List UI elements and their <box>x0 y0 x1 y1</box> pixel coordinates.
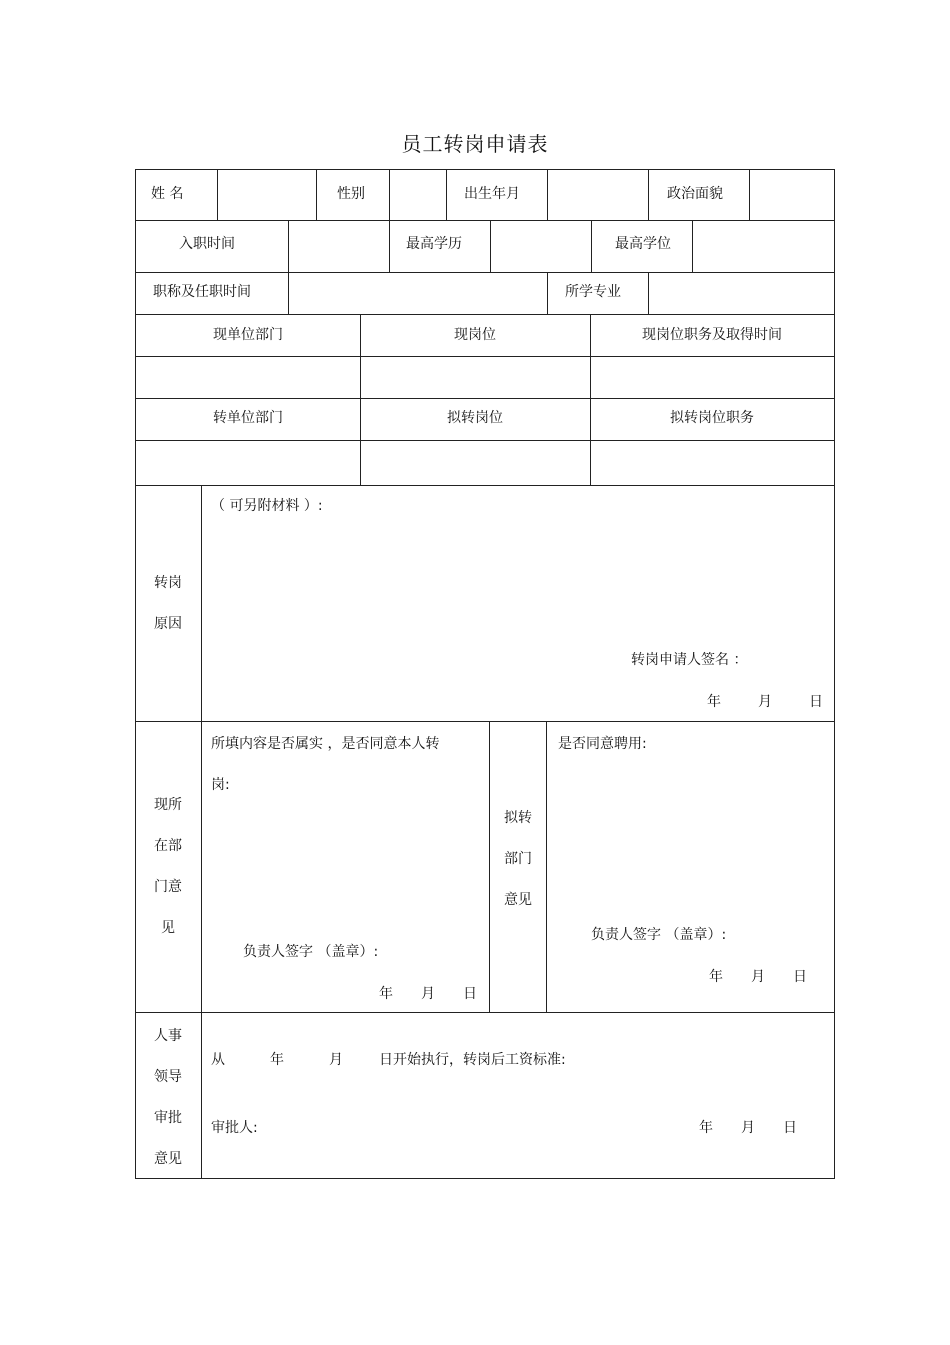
applicant-signature-label: 转岗申请人签名 ： <box>631 652 748 668</box>
approval-date-month: 月 <box>741 1120 755 1136</box>
approval-label-line: 意见 <box>154 1151 182 1167</box>
current-post-label: 现岗位 <box>454 327 496 343</box>
effective-month: 月 <box>329 1052 343 1068</box>
reason-hint: （ 可另附材料 ）: <box>211 498 323 514</box>
approver-label: 审批人: <box>211 1120 258 1136</box>
row-divider <box>136 398 834 399</box>
reason-date-day: 日 <box>809 694 823 710</box>
join-date-label: 入职时间 <box>179 236 235 252</box>
birth-date-label: 出生年月 <box>464 186 520 202</box>
approval-label-line: 人事 <box>154 1028 182 1044</box>
opinion-label-line: 拟转 <box>504 810 532 826</box>
political-status-label: 政治面貌 <box>667 186 723 202</box>
approval-label-line: 领导 <box>154 1069 182 1085</box>
target-date-year: 年 <box>709 969 723 985</box>
target-head-signature-label: 负责人签字 （盖章）: <box>591 927 727 943</box>
approval-label-line: 审批 <box>154 1110 182 1126</box>
col-divider <box>288 220 289 272</box>
col-divider <box>446 170 447 220</box>
row-divider <box>136 220 834 221</box>
current-date-year: 年 <box>379 986 393 1002</box>
verification-question: 所填内容是否属实 ，是否同意本人转 <box>211 736 440 752</box>
reason-date-month: 月 <box>758 694 772 710</box>
opinion-label-line: 门意 <box>154 879 182 895</box>
col-divider <box>490 220 491 272</box>
target-date-day: 日 <box>793 969 807 985</box>
current-dept-opinion-label <box>136 785 200 949</box>
target-dept-label: 转单位部门 <box>213 410 283 426</box>
row-divider <box>136 721 834 722</box>
row-divider <box>136 314 834 315</box>
reason-date-year: 年 <box>707 694 721 710</box>
current-post-title-label: 现岗位职务及取得时间 <box>642 327 782 343</box>
gender-label: 性别 <box>337 186 365 202</box>
current-dept-label: 现单位部门 <box>213 327 283 343</box>
target-date-month: 月 <box>751 969 765 985</box>
row-divider <box>136 1012 834 1013</box>
row-divider <box>136 440 834 441</box>
application-form-table <box>135 169 835 1179</box>
hr-approval-label <box>136 1016 200 1180</box>
target-dept-opinion-label <box>486 798 550 921</box>
name-label: 姓 名 <box>151 186 184 202</box>
form-title: 员工转岗申请表 <box>401 132 549 156</box>
opinion-label-line: 现所 <box>154 797 182 813</box>
target-post-label: 拟转岗位 <box>447 410 503 426</box>
opinion-label-line: 见 <box>161 920 175 936</box>
highest-education-label: 最高学历 <box>406 236 462 252</box>
col-divider <box>591 220 592 272</box>
col-divider <box>389 220 390 272</box>
current-head-signature-label: 负责人签字 （盖章）: <box>243 944 379 960</box>
col-divider <box>749 170 750 220</box>
current-date-day: 日 <box>463 986 477 1002</box>
row-divider <box>136 272 834 273</box>
col-divider <box>201 485 202 1178</box>
reason-label-line: 原因 <box>154 616 182 632</box>
effective-salary-text: 日开始执行，转岗后工资标准: <box>379 1052 566 1068</box>
col-divider <box>692 220 693 272</box>
opinion-label-line: 在部 <box>154 838 182 854</box>
col-divider <box>389 170 390 220</box>
hire-agreement-question: 是否同意聘用: <box>558 736 647 752</box>
col-divider <box>288 272 289 314</box>
row-divider <box>136 356 834 357</box>
target-post-title-label: 拟转岗位职务 <box>670 410 754 426</box>
effective-from-label: 从 <box>211 1052 225 1068</box>
reason-label <box>136 563 200 645</box>
approval-date-year: 年 <box>699 1120 713 1136</box>
highest-degree-label: 最高学位 <box>615 236 671 252</box>
opinion-label-line: 部门 <box>504 851 532 867</box>
reason-label-line: 转岗 <box>154 575 182 591</box>
col-divider <box>547 170 548 220</box>
verification-question-cont: 岗: <box>211 777 230 793</box>
row-divider <box>136 485 834 486</box>
col-divider <box>648 272 649 314</box>
col-divider <box>217 170 218 220</box>
current-date-month: 月 <box>421 986 435 1002</box>
opinion-label-line: 意见 <box>504 892 532 908</box>
col-divider <box>648 170 649 220</box>
professional-title-label: 职称及任职时间 <box>153 284 251 300</box>
col-divider <box>316 170 317 220</box>
approval-date-day: 日 <box>783 1120 797 1136</box>
major-label: 所学专业 <box>565 284 621 300</box>
effective-year: 年 <box>270 1052 284 1068</box>
col-divider <box>547 272 548 314</box>
